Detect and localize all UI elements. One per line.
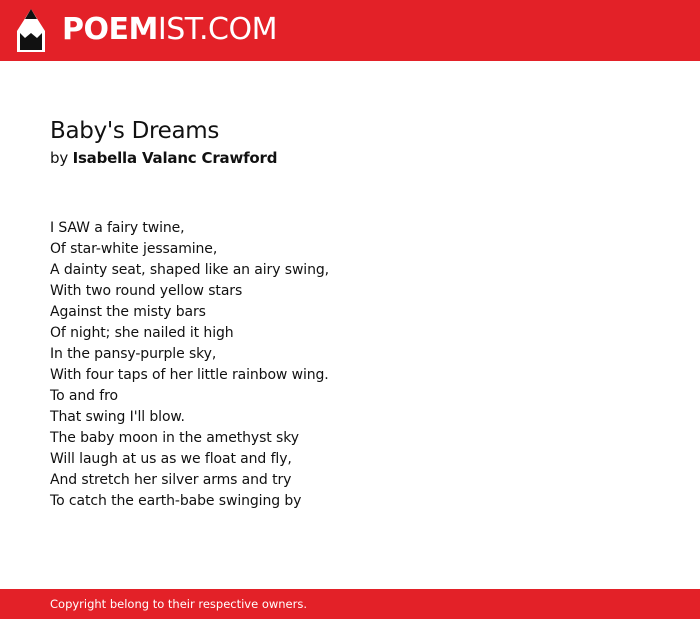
copyright-text: Copyright belong to their respective owners. [50, 597, 308, 611]
poem-line: With two round yellow stars [50, 283, 243, 299]
author-name: Isabella Valanc Crawford [72, 149, 278, 167]
poem-line: With four taps of her little rainbow wing. [50, 367, 329, 383]
poem-body [50, 218, 650, 512]
site-footer [0, 589, 700, 619]
poem-line: Of night; she nailed it high [50, 325, 234, 341]
poem-line: To catch the earth-babe swinging by [50, 493, 302, 509]
poem-line: To and fro [50, 388, 118, 404]
poem-line: Against the misty bars [50, 304, 206, 320]
poem-line: The baby moon in the amethyst sky [50, 430, 299, 446]
poem-content [50, 116, 650, 512]
poem-line: Of star-white jessamine, [50, 241, 218, 257]
logo-bold-text: POEM [62, 12, 158, 47]
poem-line: In the pansy-purple sky, [50, 346, 217, 362]
by-label: by [50, 149, 68, 167]
poem-line: That swing I'll blow. [50, 409, 185, 425]
poem-line: And stretch her silver arms and try [50, 472, 292, 488]
site-logo[interactable] [62, 10, 277, 50]
poem-line: Will laugh at us as we float and fly, [50, 451, 292, 467]
pencil-icon[interactable] [17, 9, 45, 52]
poem-title: Baby's Dreams [50, 118, 220, 144]
poem-line: I SAW a fairy twine, [50, 220, 185, 236]
site-header [0, 0, 700, 61]
poem-line: A dainty seat, shaped like an airy swing, [50, 262, 329, 278]
poem-byline [50, 147, 650, 169]
logo-light-text: IST.COM [157, 12, 277, 47]
